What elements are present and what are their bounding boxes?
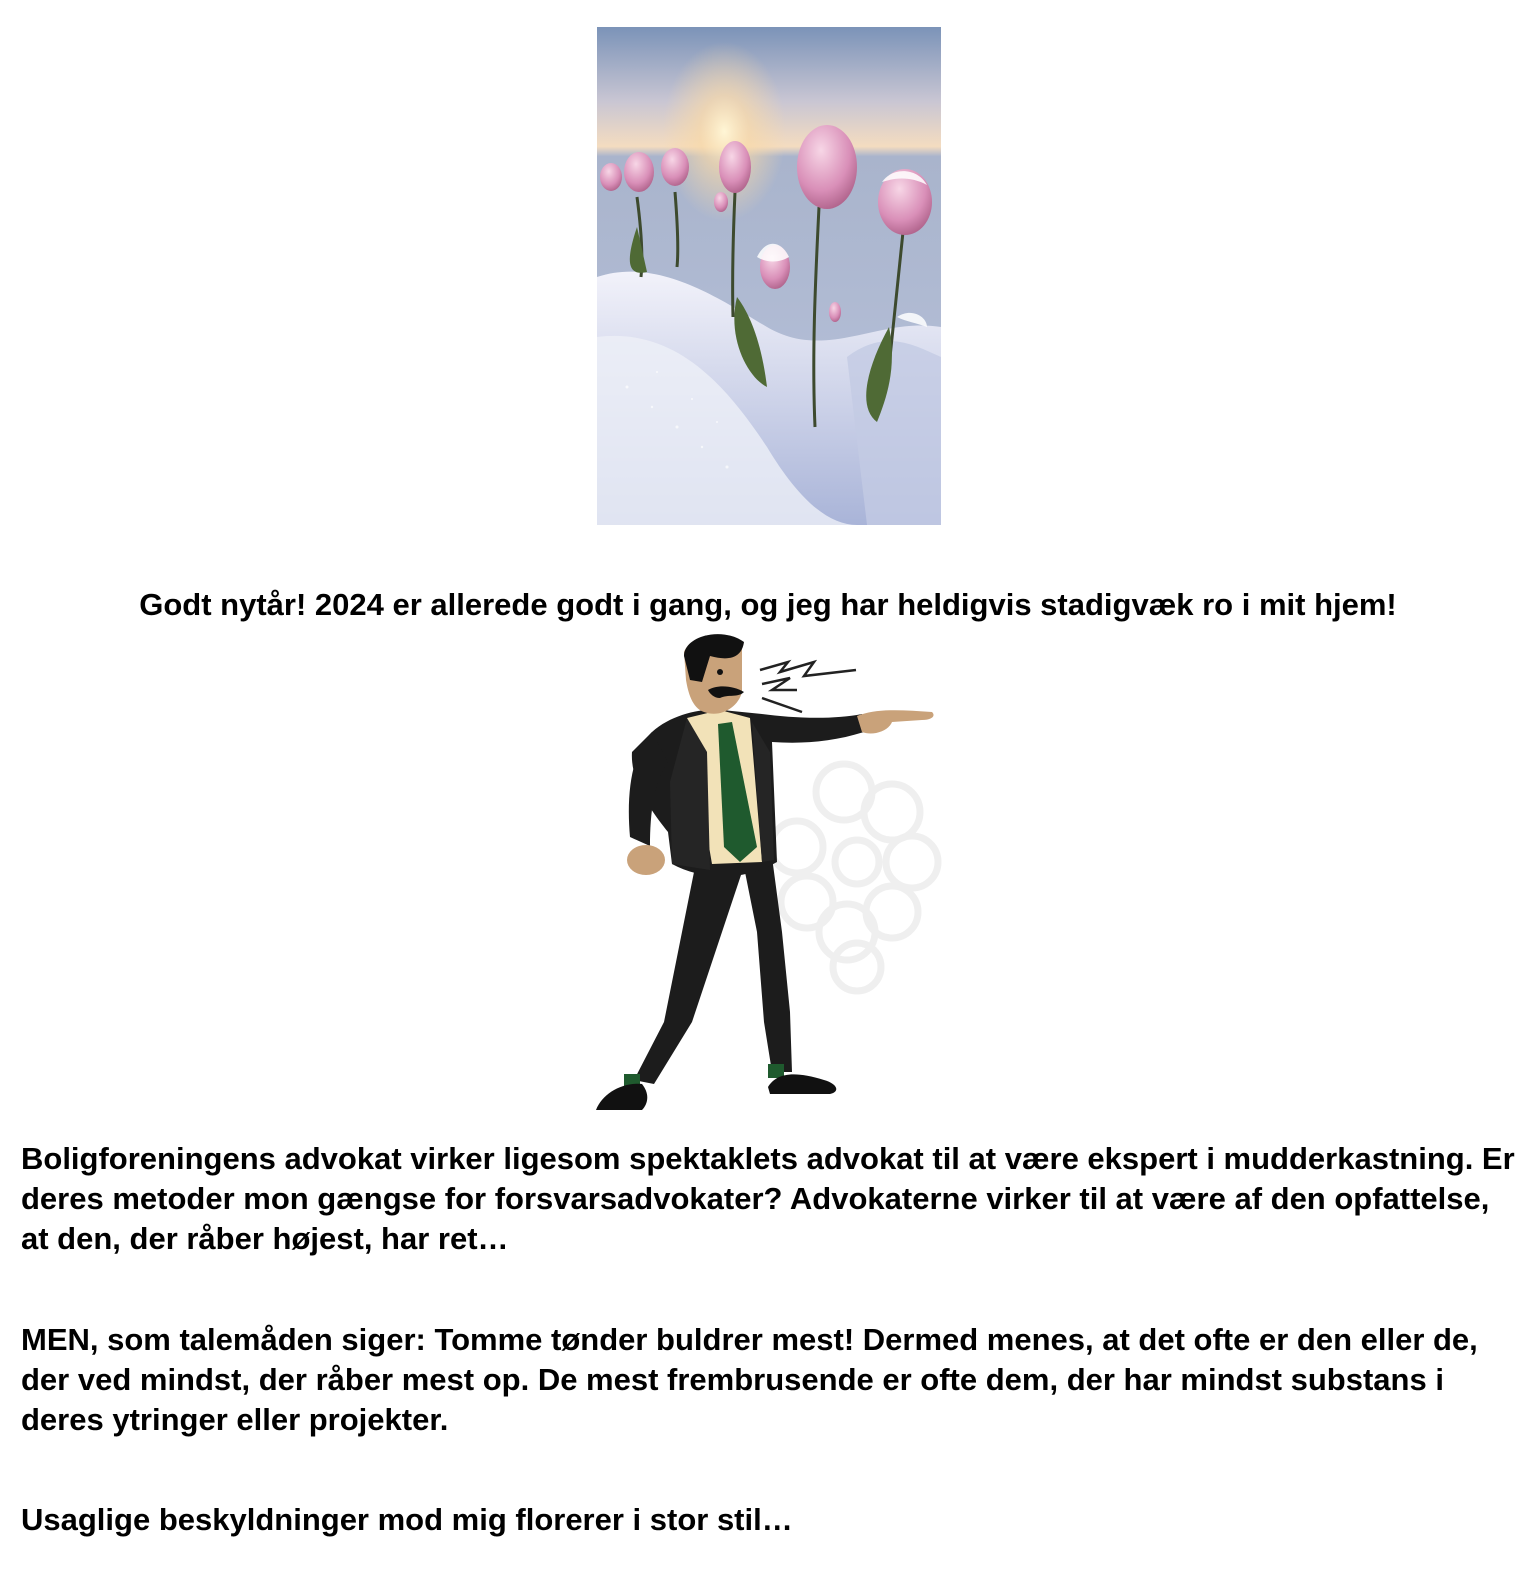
tulips-in-snow-photo (597, 27, 941, 525)
paragraph-accusations: Usaglige beskyldninger mod mig florerer i stor stil… (21, 1502, 793, 1537)
paragraph-proverb: MEN, som talemåden siger: Tomme tønder buldrer mest! Dermed menes, at det ofte er den eller de, der ved mindst, der råber mest op. De mest frembrusende er ofte dem, der har mindst substans i deres ytringer eller projekter. (21, 1322, 1478, 1437)
shouting-man-graphic (592, 632, 952, 1132)
paragraph-advocate: Boligforeningens advokat virker ligesom spektaklets advokat til at være ekspert i mudderkastning. Er deres metoder mon gængse for forsvarsadvokater? Advokaterne virker til at være af den opfattelse, at den, der råber højest, har ret… (21, 1141, 1515, 1256)
greeting-heading: Godt nytår! 2024 er allerede godt i gang, og jeg har heldigvis stadigvæk ro i mit hjem! (139, 587, 1397, 622)
shouting-man-illustration (592, 632, 952, 1132)
tulip-photo-graphic (597, 27, 941, 525)
